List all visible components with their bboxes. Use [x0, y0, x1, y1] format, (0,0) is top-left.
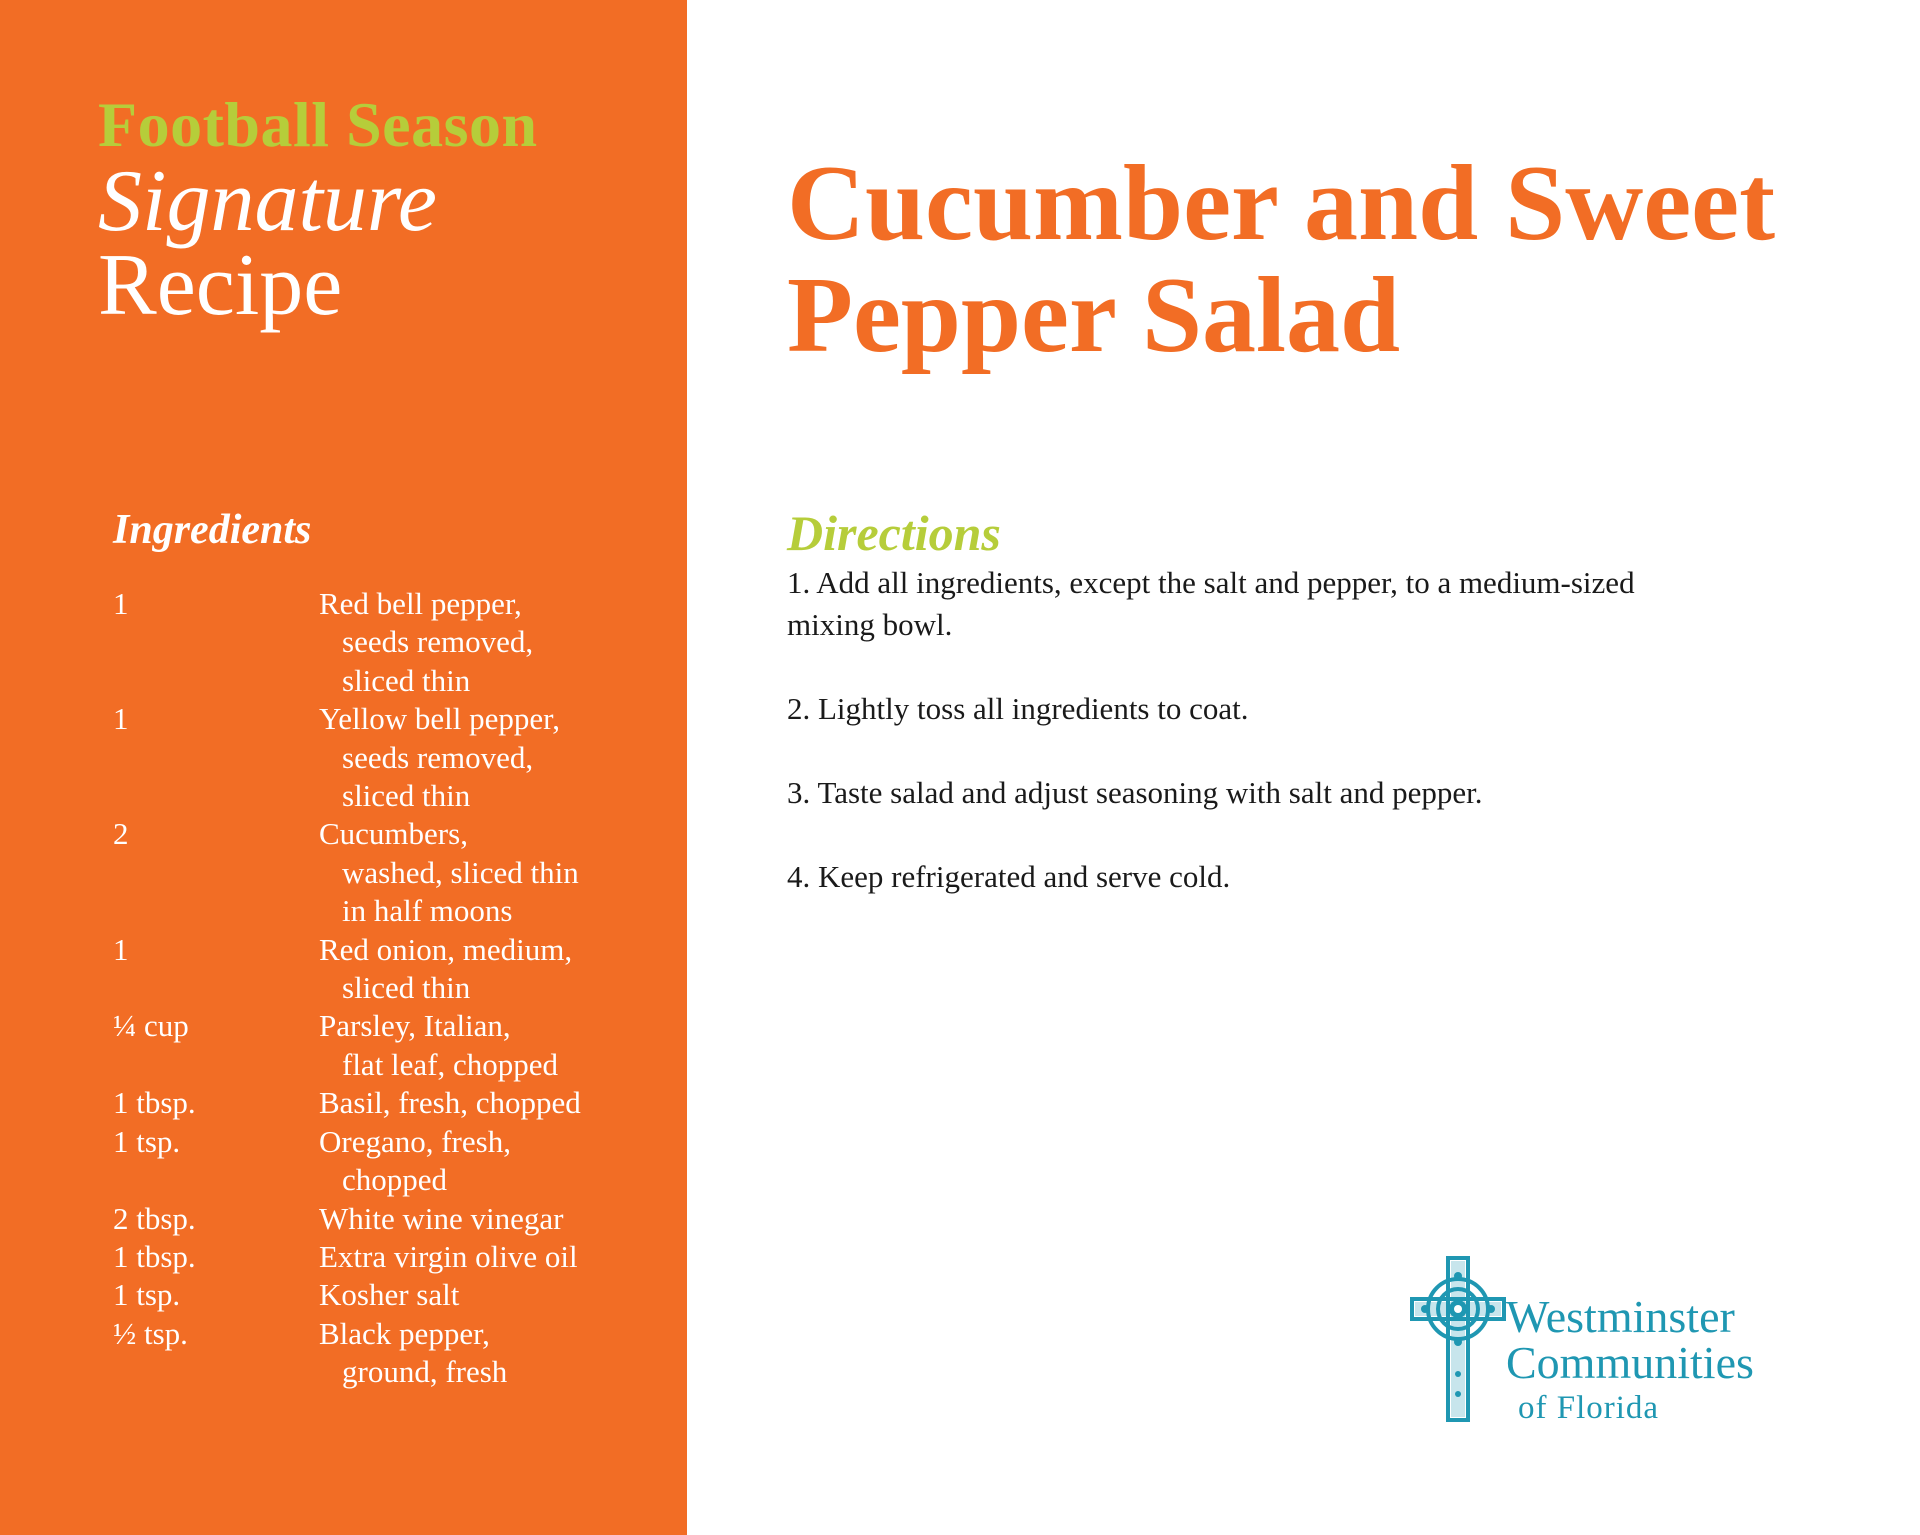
- ingredient-line: Yellow bell pepper,: [319, 701, 560, 737]
- logo-line3: of Florida: [1518, 1390, 1660, 1426]
- ingredient-line: washed, sliced thin: [342, 854, 579, 890]
- westminster-logo: [1408, 1254, 1828, 1424]
- ingredient-row: [113, 1276, 673, 1314]
- direction-step-1: [787, 562, 1797, 646]
- ingredient-row: [113, 1200, 673, 1238]
- ingredient-row: [113, 1315, 673, 1392]
- ingredient-line: Oregano, fresh,: [319, 1123, 511, 1159]
- ingredient-row: [113, 1238, 673, 1276]
- ingredient-description: [319, 931, 673, 1008]
- ingredient-line: Cucumbers,: [319, 816, 468, 852]
- recipe-title-line2: Pepper Salad: [787, 256, 1401, 375]
- ingredient-line: White wine vinegar: [319, 1200, 564, 1236]
- ingredient-row: [113, 585, 673, 700]
- logo-text: [1506, 1291, 1754, 1430]
- ingredient-description: [319, 1123, 673, 1200]
- direction-step-3-line1: 3. Taste salad and adjust seasoning with salt and pepper.: [787, 775, 1483, 810]
- ingredient-line: Red onion, medium,: [319, 931, 573, 967]
- ingredient-line: Black pepper,: [319, 1315, 490, 1351]
- ingredient-line: Extra virgin olive oil: [319, 1238, 578, 1274]
- ingredient-row: [113, 1007, 673, 1084]
- ingredient-line: sliced thin: [342, 662, 471, 698]
- brand-season: Football Season: [98, 89, 538, 160]
- ingredient-description: [319, 815, 673, 930]
- logo-line2: Communities: [1506, 1337, 1754, 1388]
- ingredient-description: [319, 1007, 673, 1084]
- ingredient-quantity: ¼ cup: [113, 1008, 189, 1044]
- ingredient-row: [113, 700, 673, 815]
- left-panel: [0, 0, 687, 1535]
- directions-list: [787, 562, 1797, 940]
- celtic-cross-icon: [1408, 1254, 1508, 1424]
- ingredient-description: [319, 1315, 673, 1392]
- ingredient-line: flat leaf, chopped: [342, 1046, 559, 1082]
- ingredient-row: [113, 1084, 673, 1122]
- direction-step-4-line1: 4. Keep refrigerated and serve cold.: [787, 859, 1231, 894]
- ingredient-quantity: 2: [113, 816, 129, 852]
- brand-signature: Signature: [98, 153, 437, 250]
- ingredient-quantity: 1: [113, 931, 129, 967]
- brand-recipe: Recipe: [98, 237, 343, 334]
- ingredient-quantity: ½ tsp.: [113, 1315, 188, 1351]
- ingredient-line: in half moons: [342, 893, 513, 929]
- ingredient-row: [113, 815, 673, 930]
- ingredient-quantity: 1 tsp.: [113, 1123, 181, 1159]
- direction-step-4: [787, 856, 1797, 898]
- ingredient-line: Kosher salt: [319, 1277, 460, 1313]
- ingredient-line: Parsley, Italian,: [319, 1008, 511, 1044]
- ingredient-quantity: 1 tbsp.: [113, 1238, 196, 1274]
- recipe-title-line1: Cucumber and Sweet: [787, 144, 1776, 263]
- ingredient-description: [319, 1238, 673, 1276]
- ingredient-quantity: 1: [113, 701, 129, 737]
- ingredient-description: [319, 1276, 673, 1314]
- ingredient-line: sliced thin: [342, 778, 471, 814]
- recipe-title: [787, 144, 1837, 375]
- ingredient-line: Red bell pepper,: [319, 586, 522, 621]
- ingredient-description: [319, 1200, 673, 1238]
- ingredient-description: [319, 585, 673, 700]
- logo-line1: Westminster: [1506, 1291, 1735, 1342]
- ingredient-line: Basil, fresh, chopped: [319, 1085, 581, 1121]
- ingredients-list: [113, 585, 673, 1392]
- direction-step-2: [787, 688, 1797, 730]
- ingredient-row: [113, 931, 673, 1008]
- ingredient-line: seeds removed,: [342, 624, 534, 660]
- ingredient-row: [113, 1123, 673, 1200]
- ingredient-line: chopped: [342, 1162, 448, 1198]
- direction-step-1-line2: mixing bowl.: [787, 607, 953, 642]
- direction-step-2-line1: 2. Lightly toss all ingredients to coat.: [787, 691, 1249, 726]
- brand-block: [98, 89, 538, 334]
- ingredient-quantity: 1: [113, 586, 129, 621]
- ingredient-quantity: 1 tsp.: [113, 1277, 181, 1313]
- ingredient-line: ground, fresh: [342, 1354, 508, 1390]
- ingredient-line: seeds removed,: [342, 739, 534, 775]
- ingredient-line: sliced thin: [342, 970, 471, 1006]
- ingredient-quantity: 2 tbsp.: [113, 1200, 196, 1236]
- ingredient-description: [319, 700, 673, 815]
- direction-step-3: [787, 772, 1797, 814]
- directions-heading: Directions: [787, 505, 1001, 561]
- ingredient-description: [319, 1084, 673, 1122]
- direction-step-1-line1: 1. Add all ingredients, except the salt and pepper, to a medium-sized: [787, 565, 1635, 600]
- ingredients-heading: Ingredients: [113, 507, 312, 553]
- ingredient-quantity: 1 tbsp.: [113, 1085, 196, 1121]
